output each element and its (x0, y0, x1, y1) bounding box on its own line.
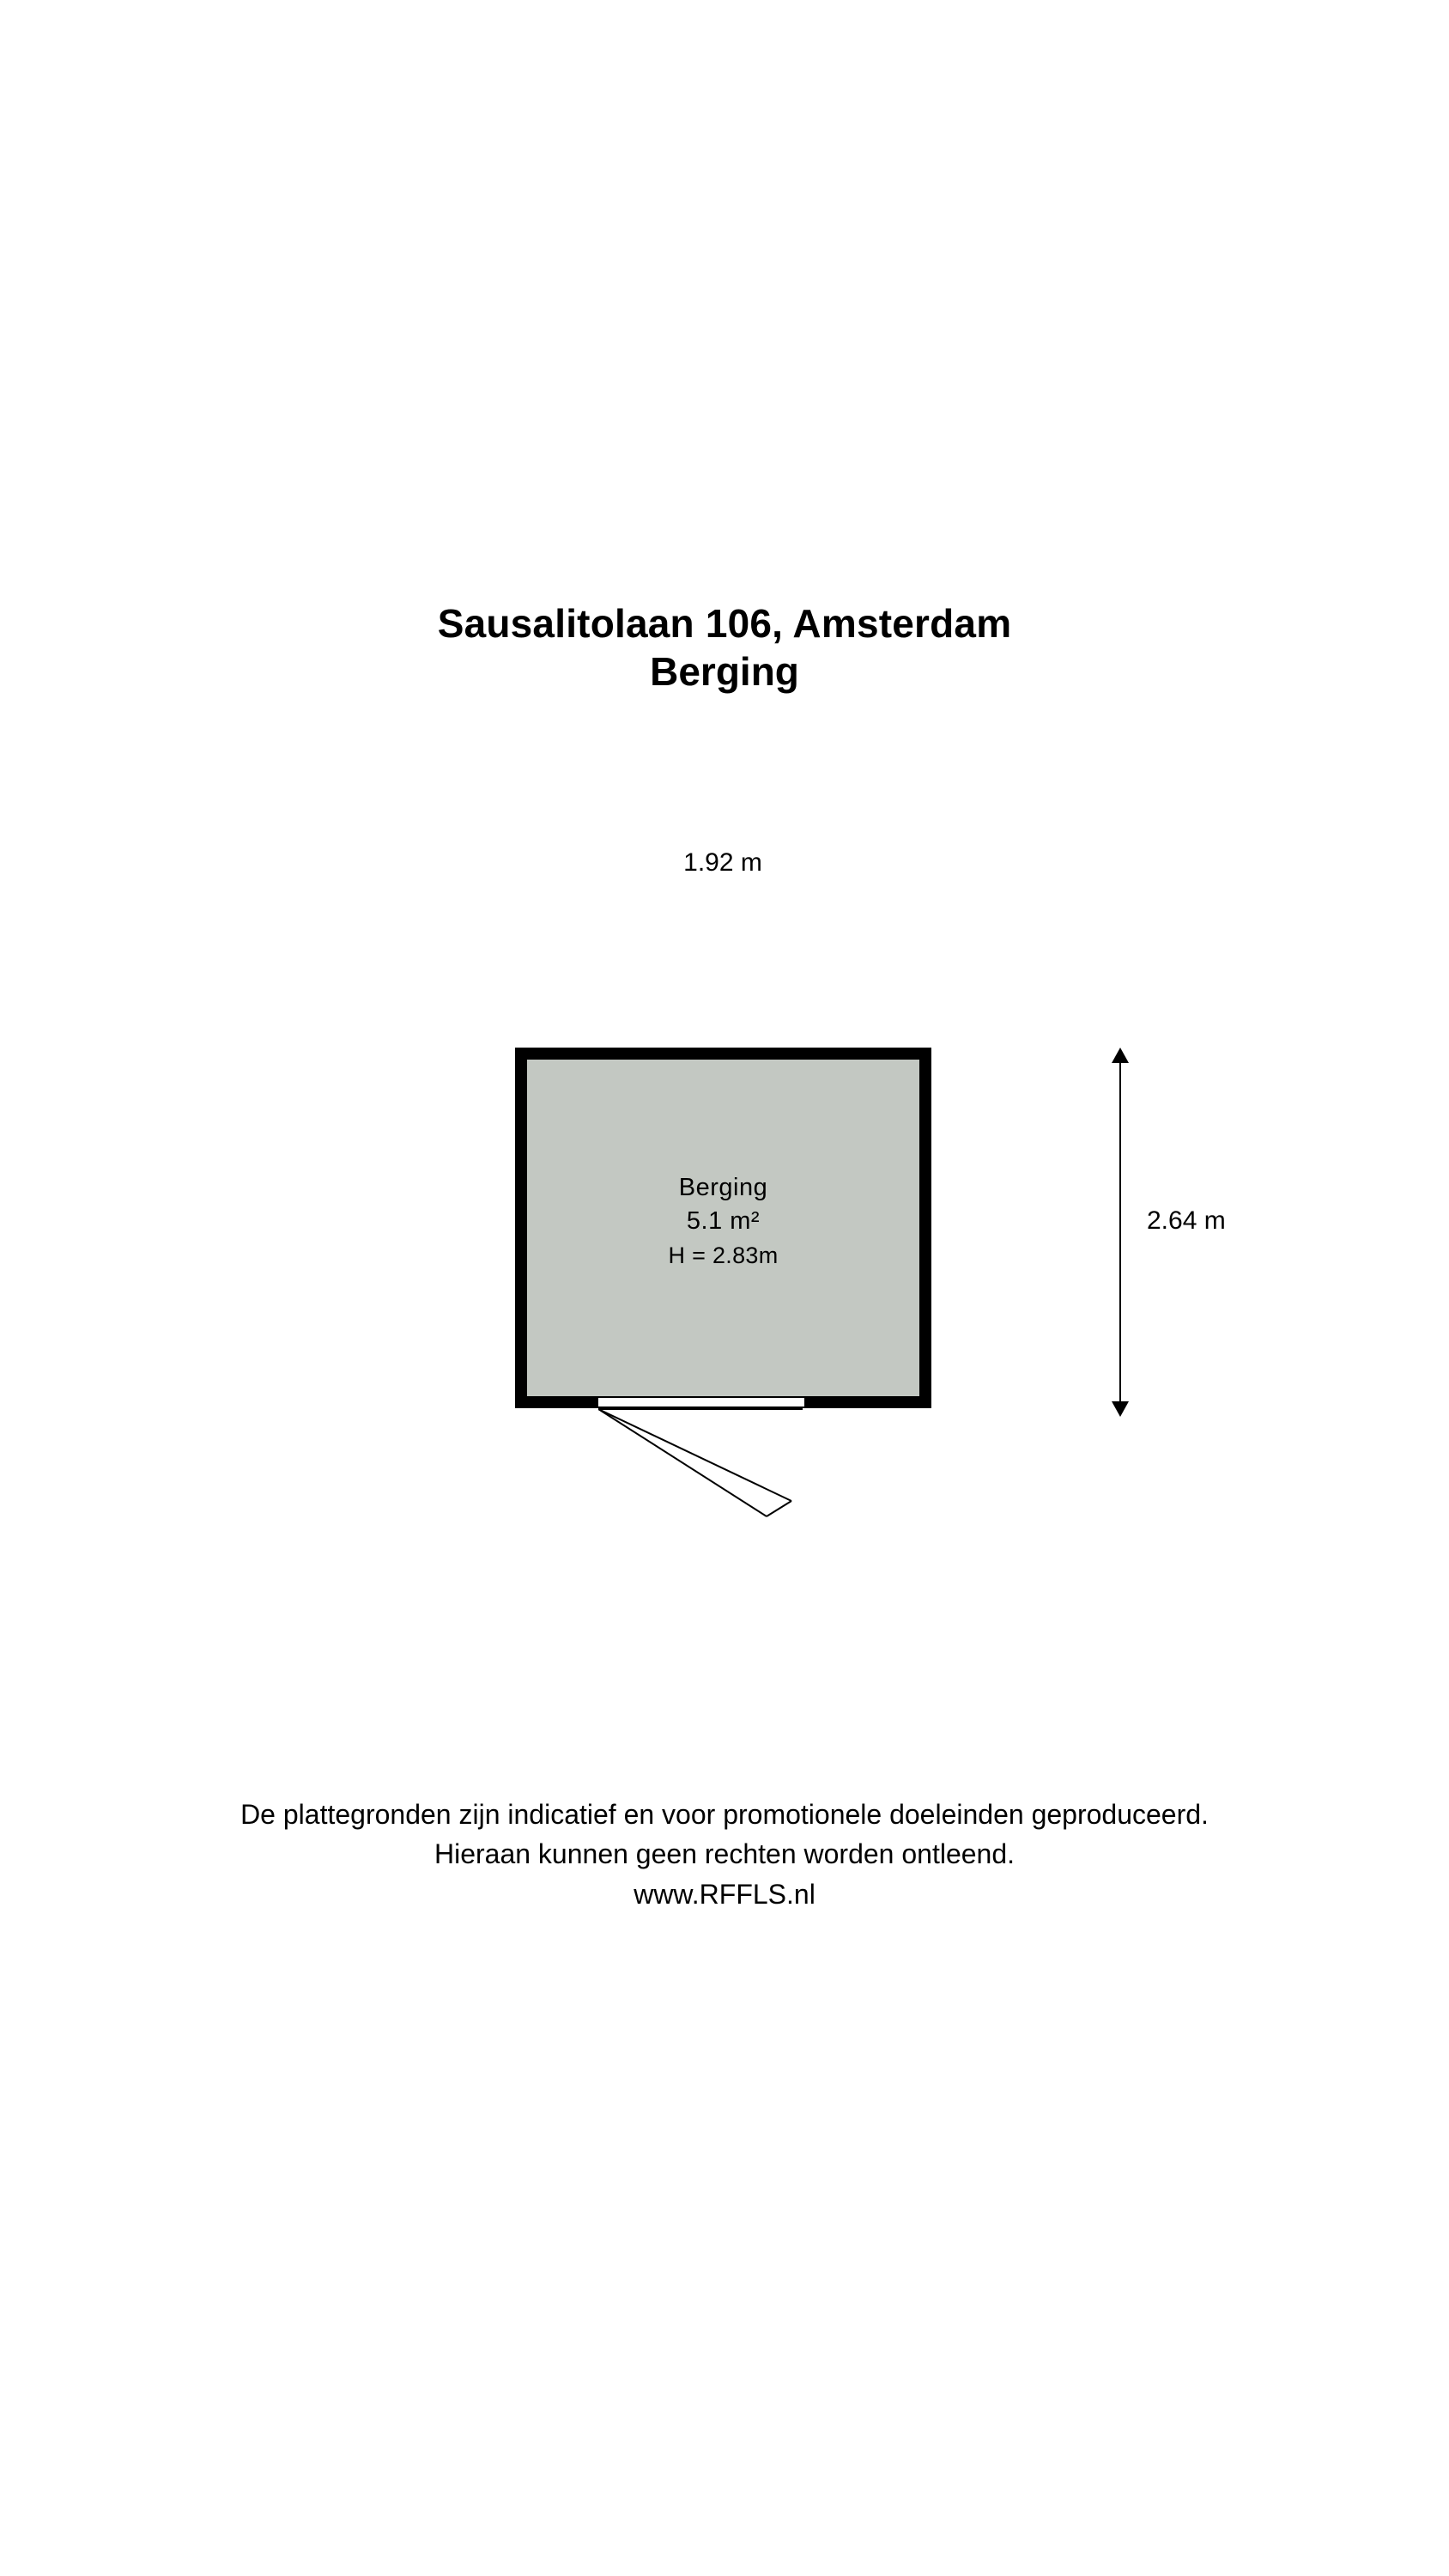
title-address: Sausalitolaan 106, Amsterdam (437, 601, 1012, 646)
height-dimension-line (1119, 1054, 1121, 1410)
room-label-group (527, 1171, 919, 1273)
room-name: Berging (678, 1174, 768, 1201)
website-url: www.RFFLS.nl (634, 1878, 815, 1910)
room-area: 5.1 m² (686, 1207, 761, 1236)
arrow-down-icon (1112, 1401, 1129, 1417)
room-berging (515, 1048, 931, 1408)
door-opening (598, 1396, 804, 1408)
room-height: H = 2.83m (668, 1242, 779, 1269)
height-dimension-label: 2.64 m (1147, 1206, 1226, 1235)
disclaimer-line-2: Hieraan kunnen geen rechten worden ontleend. (433, 1838, 1016, 1870)
width-dimension (525, 847, 920, 881)
page-title (0, 601, 1449, 698)
floor-plan (0, 773, 1449, 1803)
door-swing-icon (598, 1408, 804, 1520)
height-dimension (1064, 1048, 1288, 1417)
disclaimer-line-1: De plattegronden zijn indicatief en voor promotionele doeleinden geproduceerd. (240, 1799, 1209, 1830)
width-dimension-label: 1.92 m (525, 847, 920, 879)
disclaimer (0, 1795, 1449, 1914)
arrow-up-icon (1112, 1048, 1129, 1063)
title-floor: Berging (650, 648, 799, 694)
